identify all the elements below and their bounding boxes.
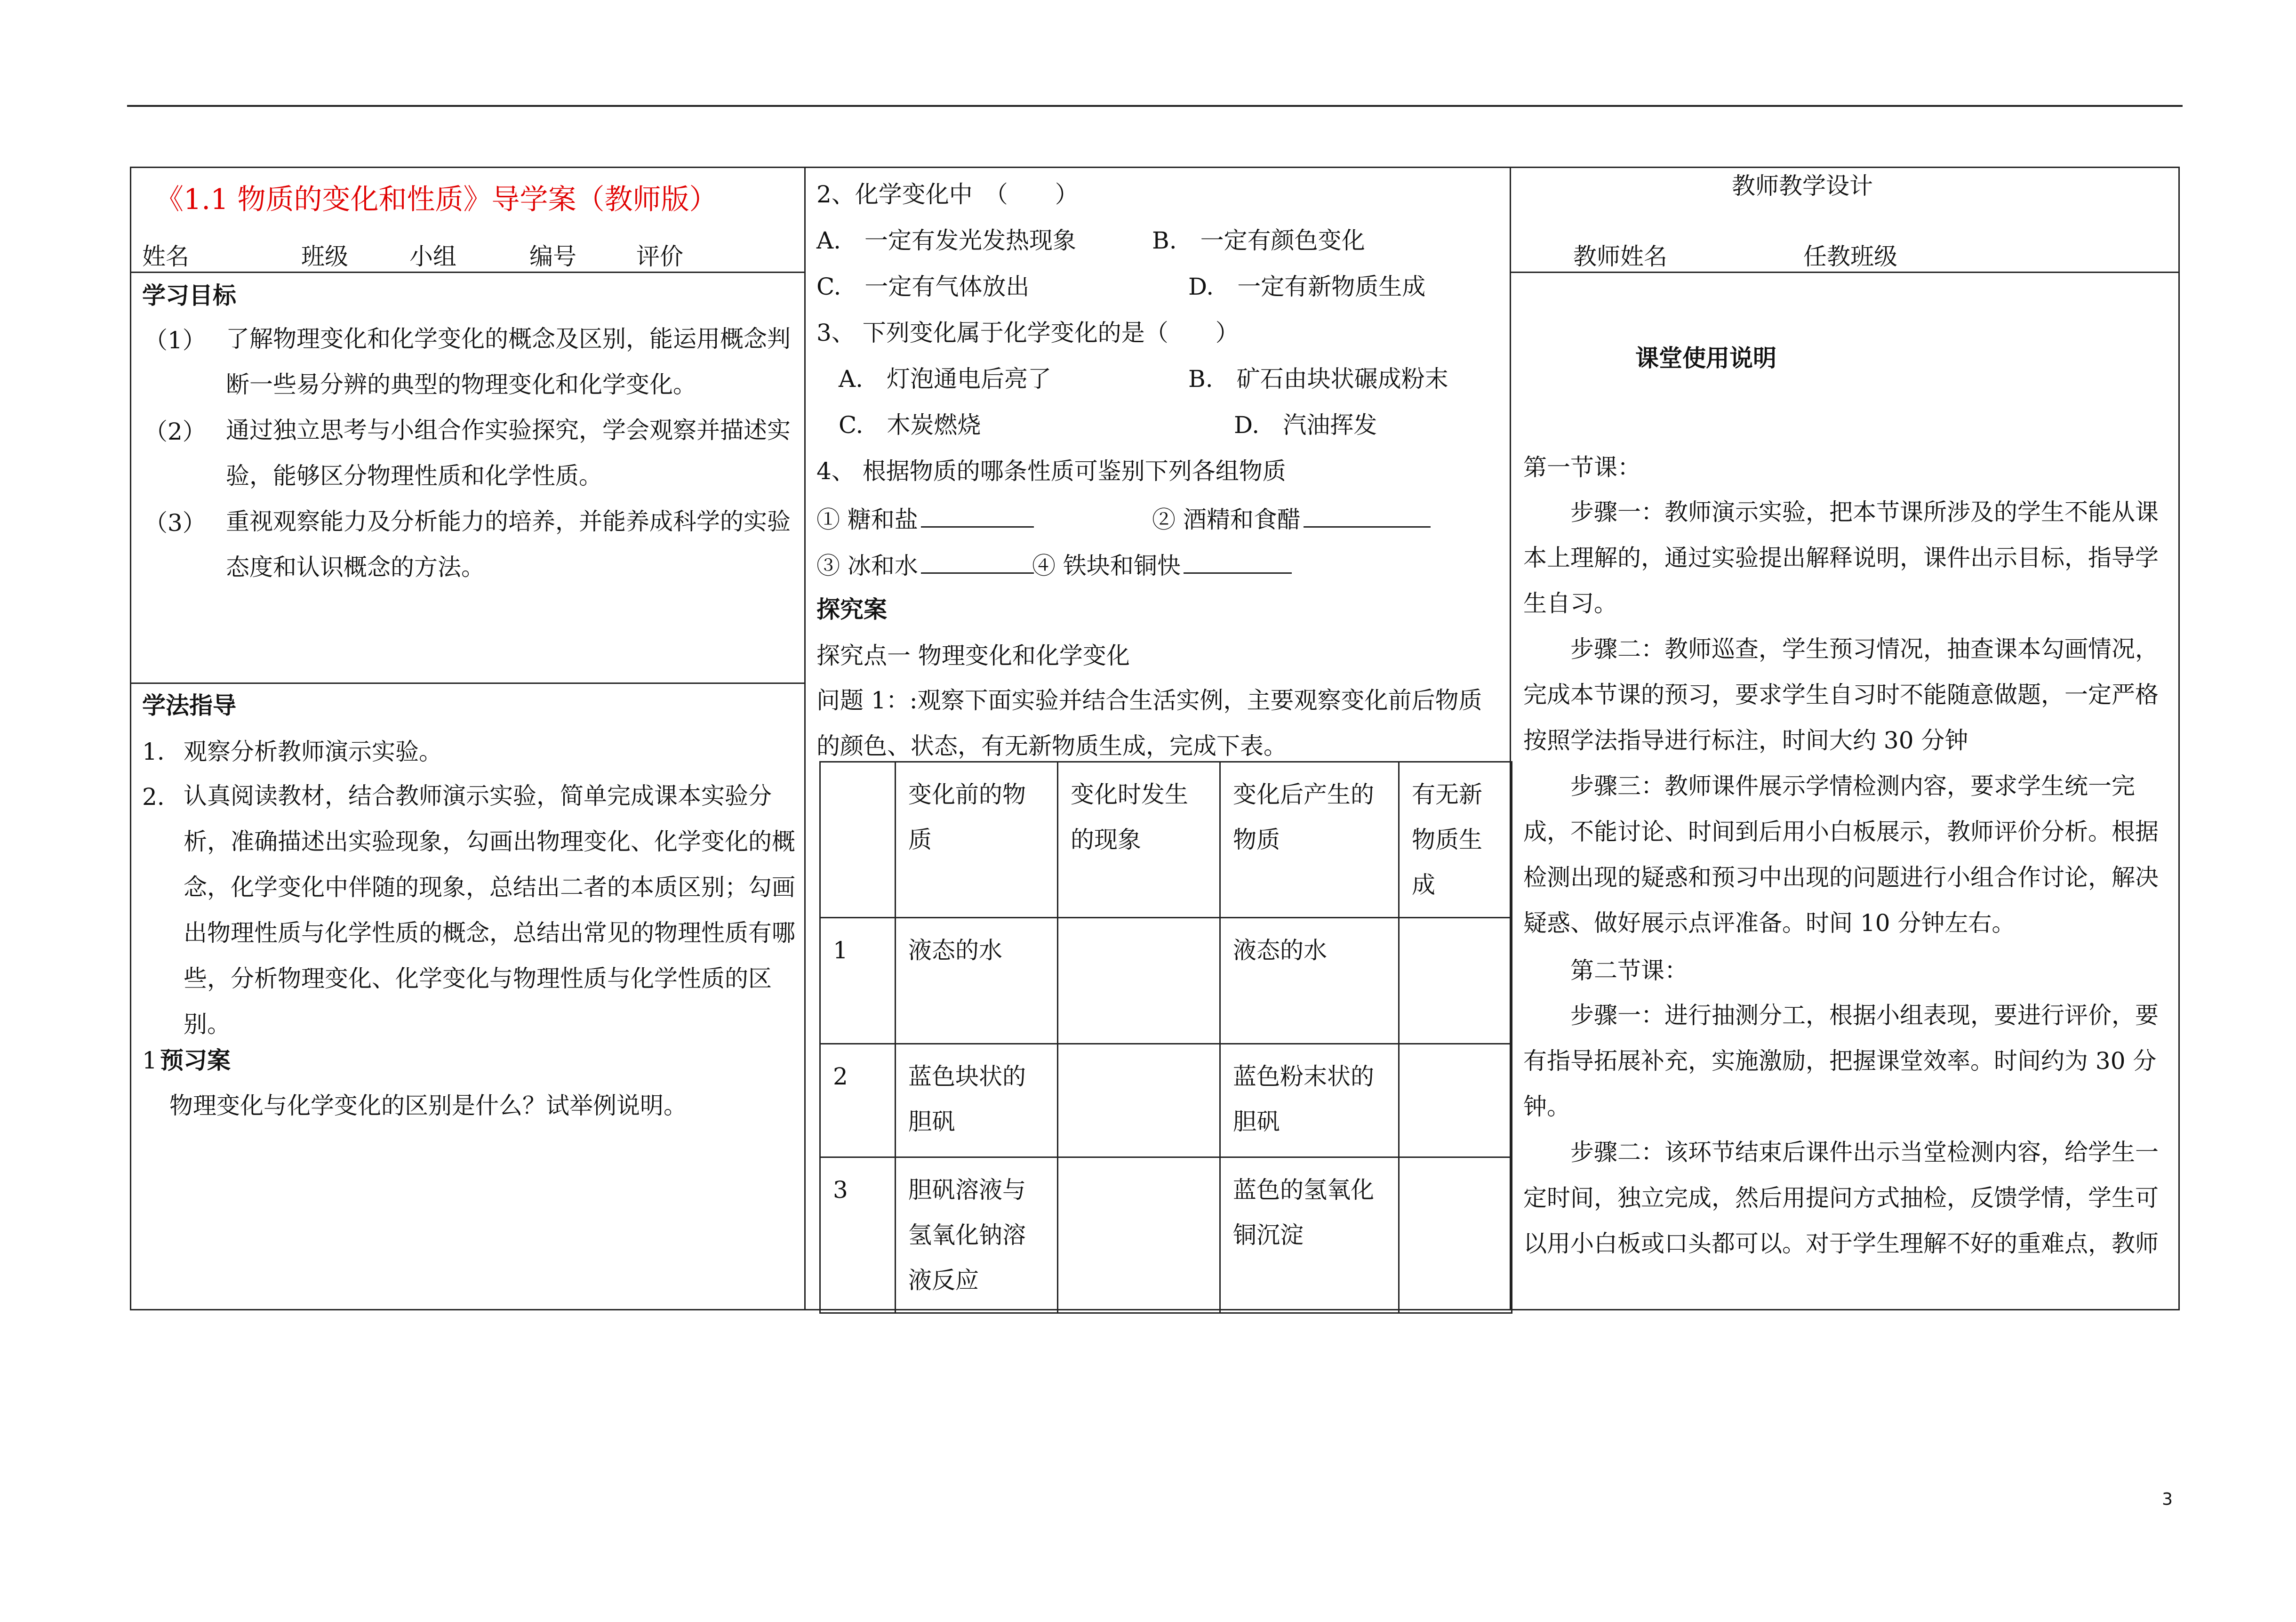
row-2-before: 蓝色块状的胆矾 (896, 1044, 1058, 1157)
row-2-index: 2 (820, 1044, 896, 1157)
right-header-rule (1510, 272, 2180, 273)
section-2-step-2: 步骤二：该环节结束后课件出示当堂检测内容，给学生一定时间，独立完成，然后用提问方式抽检，反馈学情，学生可以用小白板或口头都可以。对于学生理解不好的重难点，教师 (1523, 1139, 2159, 1257)
goal-3-number: （3） (144, 509, 206, 537)
q3-option-b: B. 矿石由块状碾成粉末 (1188, 365, 1448, 393)
method-1-number: 1. (142, 738, 165, 765)
preview-question: 物理变化与化学变化的区别是什么？试举例说明。 (169, 1092, 687, 1119)
method-1-text: 观察分析教师演示实验。 (184, 738, 442, 765)
goal-1-number: （1） (144, 327, 206, 354)
field-class-label: 班级 (301, 243, 348, 270)
preview-number: 1 (142, 1047, 157, 1074)
q4-item-2: ② 酒精和食醋 (1152, 506, 1431, 531)
row-1-phenomenon[interactable] (1058, 918, 1220, 1044)
q3-option-d: D. 汽油挥发 (1234, 411, 1377, 439)
row-3-phenomenon[interactable] (1058, 1157, 1220, 1313)
section-2-step-1: 步骤一：进行抽测分工，根据小组表现，要进行评价，要有指导拓展补充，实施激励，把握课堂效率。时间约为 30 分钟。 (1523, 1002, 2159, 1120)
q3-option-a: A. 灯泡通电后亮了 (839, 365, 1052, 393)
goal-3-text: 重视观察能力及分析能力的培养，并能养成科学的实验态度和认识概念的方法。 (226, 508, 791, 581)
row-3-index: 3 (820, 1157, 896, 1313)
left-header-rule (130, 272, 805, 273)
row-3-new-substance[interactable] (1399, 1157, 1512, 1313)
row-1-after: 液态的水 (1220, 918, 1399, 1044)
row-3-before: 胆矾溶液与氢氧化钠溶液反应 (896, 1157, 1058, 1313)
row-2-phenomenon[interactable] (1058, 1044, 1220, 1157)
row-2-new-substance[interactable] (1399, 1044, 1512, 1157)
q2-option-a: A. 一定有发光发热现象 (816, 227, 1077, 254)
row-1-index: 1 (820, 918, 896, 1044)
row-1-new-substance[interactable] (1399, 918, 1512, 1044)
goal-1-text: 了解物理变化和化学变化的概念及区别，能运用概念判断一些易分辨的典型的物理变化和化学变化。 (226, 325, 791, 398)
teacher-name-label: 教师姓名 (1573, 243, 1667, 270)
left-goals-rule (130, 683, 805, 684)
header-cell-before: 变化前的物质 (896, 762, 1058, 918)
page-title: 《1.1 物质的变化和性质》导学案（教师版） (155, 183, 718, 216)
preview-heading: 预习案 (160, 1046, 231, 1074)
q4-item-1: ① 糖和盐 (816, 506, 1034, 531)
teacher-design-title: 教师教学设计 (1732, 172, 1873, 200)
table-row (820, 918, 1512, 1044)
page-number: 3 (2162, 1490, 2173, 1509)
goal-2-number: （2） (144, 418, 206, 445)
field-number-label: 编号 (529, 243, 576, 270)
q2-option-d: D. 一定有新物质生成 (1188, 273, 1426, 300)
header-cell-index (820, 762, 896, 918)
q4-item-3: ③ 冰和水 (816, 552, 1034, 578)
row-1-before: 液态的水 (896, 918, 1058, 1044)
q2-option-c: C. 一定有气体放出 (816, 273, 1030, 300)
header-rule (127, 105, 2183, 107)
question-2: 2、化学变化中 （ ） (816, 181, 1079, 208)
explore-heading: 探究案 (816, 595, 887, 623)
problem-1: 问题 1：:观察下面实验并结合生活实例，主要观察变化前后物质的颜色、状态，有无新物质生成，完成下表。 (816, 687, 1482, 760)
method-2-text: 认真阅读教材，结合教师演示实验，简单完成课本实验分析，准确描述出实验现象，勾画出物理变化、化学变化的概念，化学变化中伴随的现象，总结出二者的本质区别；勾画出物理性质与化学性质的概念，总结出常见的物理性质有哪些，分析物理变化、化学变化与物理性质与化学性质的区别。 (184, 782, 795, 1038)
q2-option-b: B. 一定有颜色变化 (1152, 227, 1365, 254)
usage-heading: 课堂使用说明 (1635, 344, 1776, 372)
column-divider-left (804, 167, 806, 1310)
header-cell-phenomenon: 变化时发生的现象 (1058, 762, 1220, 918)
table-header-row (820, 762, 1512, 918)
method-heading: 学法指导 (142, 691, 236, 719)
field-group-label: 小组 (409, 243, 456, 270)
row-2-after: 蓝色粉末状的胆矾 (1220, 1044, 1399, 1157)
method-2-number: 2. (142, 783, 165, 811)
goals-heading: 学习目标 (142, 281, 236, 309)
header-cell-new-substance: 有无新物质生成 (1399, 762, 1512, 918)
section-1-step-1: 步骤一：教师演示实验，把本节课所涉及的学生不能从课本上理解的，通过实验提出解释说明，课件出示目标，指导学生自习。 (1523, 498, 2159, 617)
section-1-step-2: 步骤二：教师巡查，学生预习情况，抽查课本勾画情况，完成本节课的预习，要求学生自习时不能随意做题，一定严格按照学法指导进行标注，时间大约 30 分钟 (1523, 635, 2159, 754)
table-row (820, 1044, 1512, 1157)
class-label: 任教班级 (1803, 243, 1897, 270)
q4-item-4: ④ 铁块和铜快 (1032, 552, 1292, 578)
q3-option-c: C. 木炭燃烧 (839, 411, 981, 439)
section-2-label: 第二节课： (1570, 957, 1688, 984)
field-name-label: 姓名 (142, 243, 189, 270)
field-rating-label: 评价 (636, 243, 683, 270)
section-1-step-3: 步骤三：教师课件展示学情检测内容，要求学生统一完成，不能讨论、时间到后用小白板展示，教师评价分析。根据检测出现的疑惑和预习中出现的问题进行小组合作讨论，解决疑惑、做好展示点评准备。时间 10 分钟左右。 (1523, 772, 2159, 937)
section-1-label: 第一节课： (1523, 454, 1641, 481)
goal-2-text: 通过独立思考与小组合作实验探究，学会观察并描述实验，能够区分物理性质和化学性质。 (226, 417, 791, 490)
experiment-table (819, 761, 1512, 1314)
question-3: 3、 下列变化属于化学变化的是（ ） (816, 319, 1239, 346)
row-3-after: 蓝色的氢氧化铜沉淀 (1220, 1157, 1399, 1313)
explore-point: 探究点一 物理变化和化学变化 (816, 642, 1130, 669)
question-4: 4、 根据物质的哪条性质可鉴别下列各组物质 (816, 458, 1286, 485)
header-cell-after: 变化后产生的物质 (1220, 762, 1399, 918)
table-row (820, 1157, 1512, 1313)
